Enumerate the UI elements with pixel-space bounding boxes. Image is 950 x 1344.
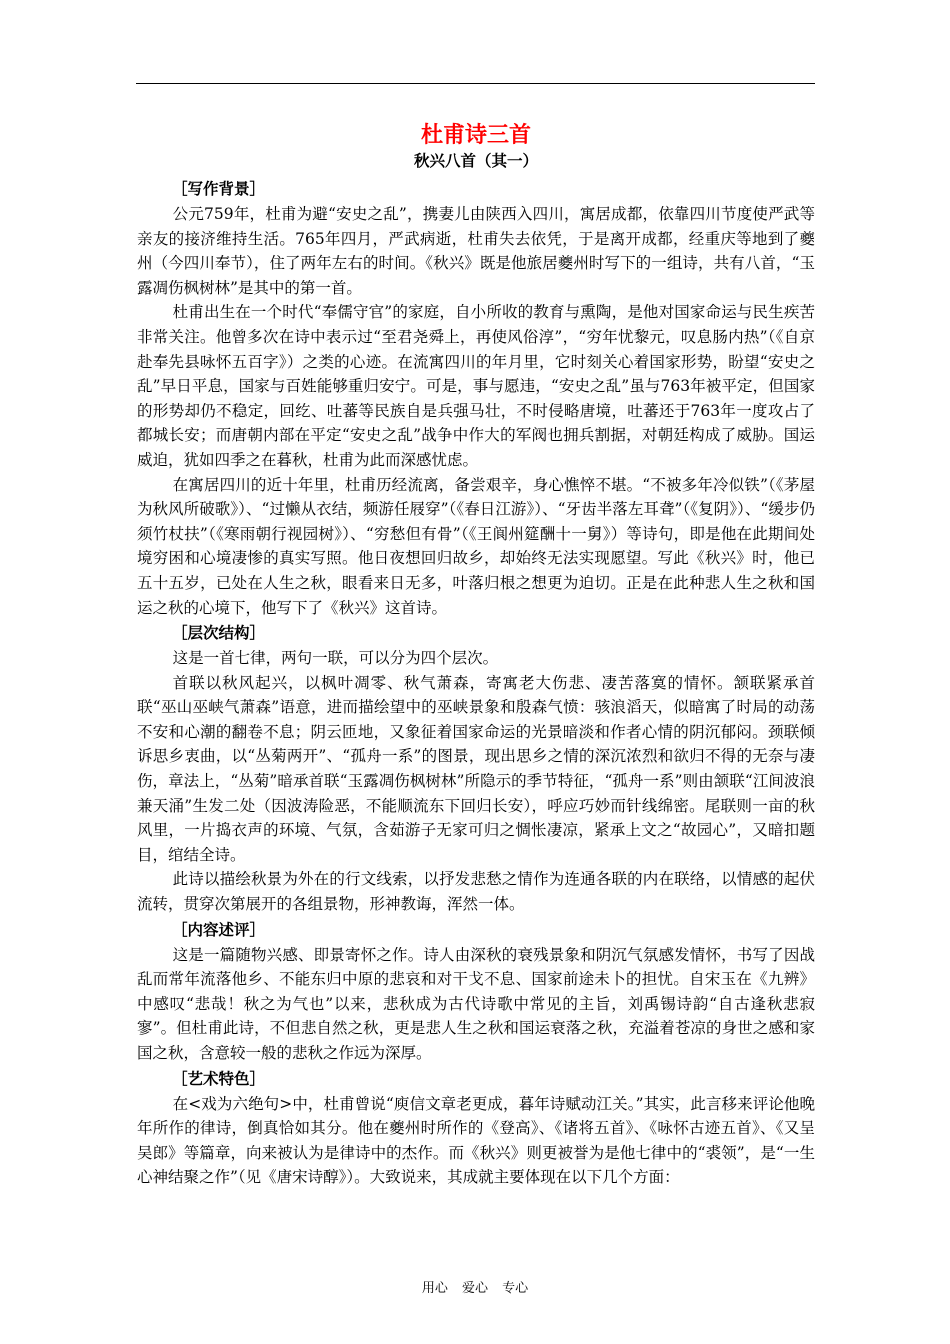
section-artistic-features: [137, 1066, 815, 1190]
section-background: [137, 176, 815, 620]
page-title: 杜甫诗三首: [420, 122, 531, 148]
paragraph: 首联以秋风起兴，以枫叶凋零、秋气萧森，寄寓老大伤悲、凄苦落寞的情怀。颔联紧承首联“巫山巫峡气萧森”语意，进而描绘望中的巫峡景象和殷森气愤：骇浪滔天，似暗寓了时局的动荡不安和心潮的翻卷不息；阴云匝地，又象征着国家命运的光景暗淡和作者心情的阴沉郁闷。颈联倾诉思乡衷曲，以“丛菊两开”、“孤舟一系”的图景，现出思乡之情的深沉浓烈和欲归不得的无奈与凄伤，章法上，“丛菊”暗承首联“玉露凋伤枫树林”所隐示的季节特征，“孤舟一系”则由颔联“江间波浪兼天涌”生发二处（因波涛险恶，不能顺流东下回归长安），呼应巧妙而针线绵密。尾联则一亩的秋风里，一片捣衣声的环境、气氛，含茹游子无家可归之惆怅凄凉，紧承上文之“故园心”，又暗扣题目，绾结全诗。: [137, 673, 815, 864]
section-content-review: [137, 917, 815, 1066]
poem-subtitle: 秋兴八首（其一）: [413, 151, 538, 170]
section-heading: ［层次结构］: [172, 623, 266, 643]
paragraph: 在寓居四川的近十年里，杜甫历经流离，备尝艰辛，身心憔悴不堪。“不被多年冷似铁”（《茅屋为秋风所破歌》）、“过懒从衣结，频游任屐穿”（《春日江游》）、“牙齿半落左耳聋”（《复阴》）、“缓步仍须竹杖扶”（《寒雨朝行视园树》）、“穷愁但有骨”（《王阆州筵酬十一舅》）等诗句，即是他在此期间处境穷困和心境凄惨的真实写照。他日夜想回归故乡，却始终无法实现愿望。写此《秋兴》时，他已五十五岁，已处在人生之秋，眼看来日无多，叶落归根之想更为迫切。正是在此种悲人生之秋和国运之秋的心境下，他写下了《秋兴》这首诗。: [137, 475, 815, 617]
document-body: [137, 120, 815, 1190]
page-footer: 用心 爱心 专心: [421, 1281, 529, 1296]
section-heading: ［内容述评］: [172, 919, 266, 939]
paragraph: 这是一首七律，两句一联，可以分为四个层次。: [172, 649, 499, 668]
section-structure: [137, 620, 815, 917]
section-heading: ［艺术特色］: [172, 1068, 266, 1088]
paragraph: 这是一篇随物兴感、即景寄怀之作。诗人由深秋的衰残景象和阴沉气氛感发情怀，书写了因战乱而常年流落他乡、不能东归中原的悲哀和对干戈不息、国家前途未卜的担忧。自宋玉在《九辨》中感叹“悲哉！秋之为气也”以来，悲秋成为古代诗歌中常见的主旨，刘禹锡诗韵“自古逢秋悲寂寥”。但杜甫此诗，不但悲自然之秋，更是悲人生之秋和国运衰落之秋，充溢着苍凉的身世之感和家国之秋，含意较一般的悲秋之作远为深厚。: [137, 945, 815, 1062]
paragraph: 在<戏为六绝句>中，杜甫曾说“庾信文章老更成，暮年诗赋动江关。”其实，此言移来评论他晚年所作的律诗，倒真恰如其分。他在夔州时所作的《登高》、《诸将五首》、《咏怀古迹五首》、《又呈吴郎》等篇章，向来被认为是律诗中的杰作。而《秋兴》则更被誉为是他七律中的“裘领”，是“一生心神结聚之作”（见《唐宋诗醇》）。大致说来，其成就主要体现在以下几个方面：: [137, 1094, 815, 1187]
paragraph: 此诗以描绘秋景为外在的行文线索，以抒发悲愁之情作为连通各联的内在联络，以情感的起伏流转，贯穿次第展开的各组景物，形神教诲，浑然一体。: [137, 870, 815, 914]
paragraph: 公元759年，杜甫为避“安史之乱”，携妻儿由陕西入四川，寓居成都，依靠四川节度使严武等亲友的接济维持生活。765年四月，严武病逝，杜甫失去依凭，于是离开成都，经重庆等地到了夔州（今四川奉节），住了两年左右的时间。《秋兴》既是他旅居夔州时写下的一组诗，共有八首，“玉露凋伤枫树林”是其中的第一首。: [137, 205, 815, 297]
paragraph: 杜甫出生在一个时代“奉儒守官”的家庭，自小所收的教育与熏陶，是他对国家命运与民生疾苦非常关注。他曾多次在诗中表示过“至君尧舜上，再使风俗淳”，“穷年忧黎元，叹息肠内热”（《自京赴奉先县咏怀五百字》）之类的心迹。在流寓四川的年月里，它时刻关心着国家形势，盼望“安史之乱”早日平息，国家与百姓能够重归安宁。可是，事与愿违，“安史之乱”虽与763年被平定，但国家的形势却仍不稳定，回纥、吐蕃等民族自是兵强马壮，不时侵略唐境，吐蕃还于763年一度攻占了都城长安；而唐朝内部在平定“安史之乱”战争中作大的军阀也拥兵割据，对朝廷构成了威胁。国运威迫，犹如四季之在暮秋，杜甫为此而深感忧虑。: [137, 303, 815, 469]
header-rule: [136, 83, 815, 84]
section-heading: ［写作背景］: [172, 179, 266, 198]
